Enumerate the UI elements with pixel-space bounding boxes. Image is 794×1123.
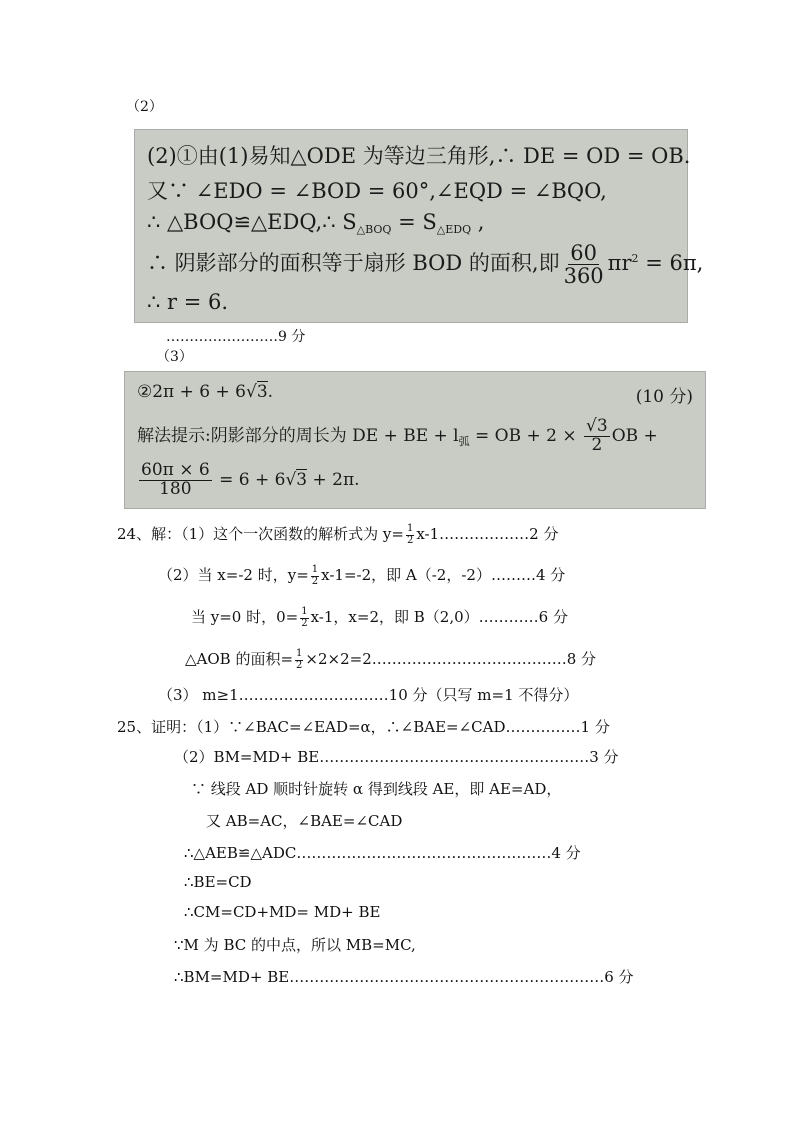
- part-label-2: （2）: [126, 99, 163, 115]
- q25-line9: ∴BM=MD+ BE………………………………………………………6 分: [174, 968, 634, 986]
- photo2-line1: ②2π + 6 + 6√3.: [137, 382, 274, 402]
- fraction-denominator: 2: [296, 659, 303, 671]
- q25-line6: ∴BE=CD: [184, 873, 252, 891]
- fraction-numerator: 60: [570, 241, 597, 265]
- photo1-line4-text: ∴ 阴影部分的面积等于扇形 BOD 的面积,即: [147, 251, 560, 276]
- fraction-numerator: √3: [586, 416, 608, 436]
- q25-line8: ∵M 为 BC 的中点，所以 MB=MC,: [174, 936, 416, 954]
- fraction-denominator: 360: [563, 264, 604, 289]
- fraction-denominator: 2: [406, 534, 414, 546]
- q24-line3-text: 当 y=0 时，0=: [191, 608, 299, 626]
- fraction-root3-2: [584, 418, 610, 455]
- photo2-line2-text: 解法提示:阴影部分的周长为 DE + BE + l: [137, 425, 459, 446]
- q25-line5: ∴△AEB≌△ADC……………………………………………4 分: [184, 844, 581, 862]
- photo1-line4: [147, 242, 703, 287]
- q25-line7: ∴CM=CD+MD= MD+ BE: [184, 903, 381, 921]
- fraction-denominator: 2: [301, 617, 308, 629]
- photo2-line3: $\frac{60\pi \times 6}{180}$ = 6 + 6√3 + 2π.: [141, 460, 360, 499]
- fraction-numerator: 60π × 6: [141, 460, 210, 480]
- q24-line2: [158, 564, 565, 587]
- fraction-denominator: 2: [591, 434, 603, 455]
- fraction-numerator: 1: [406, 523, 414, 534]
- q24-line5: （3） m≥1…………………………10 分（只写 m=1 不得分）: [158, 686, 579, 704]
- photo1-line2: 又∵ ∠EDO = ∠BOD = 60°,∠EQD = ∠BQO,: [147, 179, 607, 203]
- q24-line1-end: x-1………………2 分: [416, 525, 559, 543]
- photo2-line1-text: ②2π + 6 + 6: [137, 382, 246, 402]
- fraction-numerator: 1: [301, 606, 308, 617]
- q25-line1: 25、证明：（1）∵∠BAC=∠EAD=α，∴∠BAE=∠CAD……………1 分: [117, 718, 610, 736]
- photo2-line2-end: OB +: [611, 425, 658, 446]
- q25-line4: 又 AB=AC，∠BAE=∠CAD: [206, 812, 403, 830]
- photo1-line4-end: = 6π,: [638, 251, 704, 276]
- photo1-line3-text: ∴ △BOQ≌△EDQ,∴ S: [147, 210, 357, 234]
- photo1-line3-end: ,: [471, 210, 485, 234]
- sqrt-3: 3: [296, 469, 308, 490]
- photo1-line5: ∴ r = 6.: [147, 290, 229, 314]
- fraction-60pi6-180: [139, 462, 212, 499]
- photo2-line3-text: = 6 + 6: [213, 469, 286, 490]
- q24-line1: [117, 523, 558, 546]
- fraction-half: [295, 649, 303, 671]
- photo2-line3-end: + 2π.: [307, 469, 360, 490]
- fraction-half: [300, 607, 308, 629]
- q24-line4-text: △AOB 的面积=: [185, 650, 294, 668]
- photo1-line3-eq: = S: [391, 210, 437, 234]
- q24-line3-end: x-1，x=2，即 B（2,0）…………6 分: [310, 608, 568, 626]
- q24-line3: [191, 606, 568, 629]
- photo1-line3: [147, 210, 484, 236]
- q24-line2-text: （2）当 x=-2 时，y=: [158, 566, 309, 584]
- photo2-line1-end: .: [267, 382, 274, 402]
- q25-line3: ∵ 线段 AD 顺时针旋转 α 得到线段 AE，即 AE=AD，: [191, 780, 562, 798]
- fraction-denominator: 2: [311, 575, 319, 587]
- photo1-line1: (2)①由(1)易知△ODE 为等边三角形,∴ DE = OD = OB.: [147, 144, 691, 168]
- q24-line4-end: ×2×2=2…………………………………8 分: [305, 650, 597, 668]
- photo2-score-10: (10 分): [635, 387, 693, 407]
- q24-line2-end: x-1=-2，即 A（-2，-2）………4 分: [321, 566, 566, 584]
- photo2-line2-eq: = OB + 2 ×: [469, 425, 583, 446]
- subscript-edq: △EDQ: [436, 223, 472, 236]
- fraction-denominator: 180: [159, 478, 192, 499]
- fraction-numerator: 1: [296, 648, 303, 659]
- photo2-line2: [137, 418, 658, 455]
- part-label-3: （3）: [156, 349, 193, 365]
- sqrt-3: 3: [256, 382, 268, 402]
- q24-line4: [185, 648, 596, 671]
- q24-line1-text: 24、解：（1）这个一次函数的解析式为 y=: [117, 525, 404, 543]
- fraction-half: [311, 565, 319, 587]
- q25-line2: （2）BM=MD+ BE………………………………………………3 分: [174, 748, 619, 766]
- fraction-half: [406, 524, 414, 546]
- superscript-2: 2: [631, 252, 639, 266]
- answer-photo-2: [124, 371, 706, 509]
- answer-photo-1: [134, 129, 704, 323]
- photo1-line4-pi: πr: [607, 251, 632, 276]
- fraction-60-360: [562, 242, 606, 287]
- subscript-boq: △BOQ: [356, 223, 392, 236]
- subscript-arc: 弧: [458, 434, 470, 448]
- fraction-numerator: 1: [311, 564, 319, 575]
- score-9: ……………………9 分: [166, 329, 306, 345]
